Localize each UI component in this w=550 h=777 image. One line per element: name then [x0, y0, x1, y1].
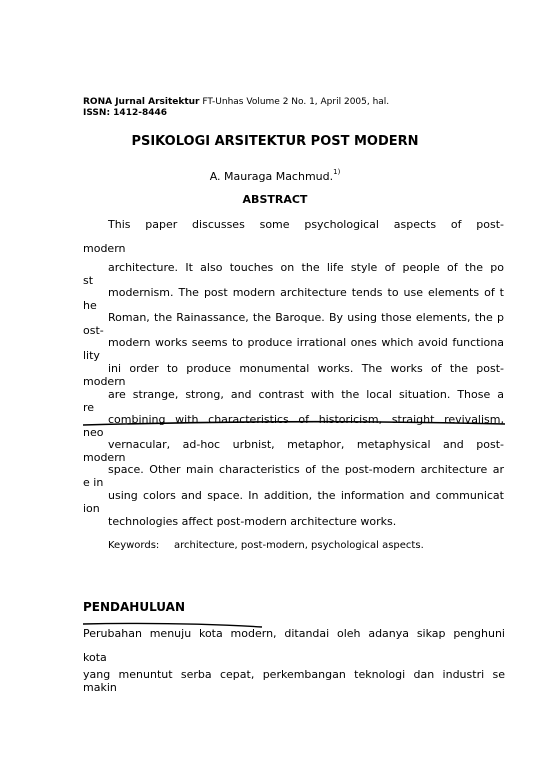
journal-info: FT-Unhas Volume 2 No. 1, April 2005, hal. [199, 97, 390, 107]
issn: ISSN: 1412-8446 [83, 108, 168, 118]
abstract-wrap: re [83, 401, 95, 414]
paper-title: PSIKOLOGI ARSITEKTUR POST MODERN [131, 134, 419, 149]
author-name: A. Mauraga Machmud. [209, 170, 334, 183]
body-line: Perubahan menuju kota modern, ditandai oleh adanya sikap penghuni [83, 627, 505, 640]
abstract-wrap: ion [83, 502, 100, 515]
abstract-line-last: technologies affect post-modern architecture works. [108, 515, 397, 528]
abstract-wrap: ost- [83, 324, 104, 337]
abstract-line: using colors and space. In addition, the information and communicat [108, 489, 504, 502]
abstract-line: modernism. The post modern architecture tends to use elements of t [108, 286, 504, 299]
body-wrap: makin [83, 681, 117, 694]
abstract-line: combining with characteristics of historicism, straight revivalism, [108, 413, 504, 426]
abstract-wrap: st [83, 274, 94, 287]
abstract-line: vernacular, ad-hoc urbnist, metaphor, metaphysical and post- [108, 438, 504, 451]
abstract-line: architecture. It also touches on the life style of people of the po [108, 261, 504, 274]
author [0, 165, 550, 184]
abstract-line: modern works seems to produce irrational ones which avoid functiona [108, 336, 504, 349]
abstract-line: This paper discusses some psychological aspects of post- [108, 218, 504, 231]
abstract-line: ini order to produce monumental works. The works of the post- [108, 362, 504, 375]
abstract-line: Roman, the Rainassance, the Baroque. By using those elements, the p [108, 311, 504, 324]
abstract-wrap: modern [83, 451, 126, 464]
author-footnote: 1) [333, 168, 341, 176]
abstract-heading: ABSTRACT [242, 193, 308, 206]
abstract-line: are strange, strong, and contrast with the local situation. Those a [108, 388, 504, 401]
abstract-wrap: neo [83, 426, 104, 439]
abstract-wrap: modern [83, 375, 126, 388]
journal-header [83, 97, 389, 108]
abstract-wrap: he [83, 299, 97, 312]
abstract-wrap: e in [83, 476, 104, 489]
journal-name: RONA Jurnal Arsitektur [83, 97, 200, 107]
keywords-label: Keywords: [108, 540, 160, 551]
abstract-line: space. Other main characteristics of the post-modern architecture ar [108, 463, 504, 476]
body-wrap: kota [83, 651, 107, 664]
abstract-wrap: modern [83, 242, 126, 255]
keywords-value: architecture, post-modern, psychological aspects. [174, 540, 424, 551]
body-line: yang menuntut serba cepat, perkembangan teknologi dan industri se [83, 668, 505, 681]
abstract-wrap: lity [83, 349, 100, 362]
section-heading: PENDAHULUAN [83, 600, 185, 614]
keywords [108, 540, 424, 552]
